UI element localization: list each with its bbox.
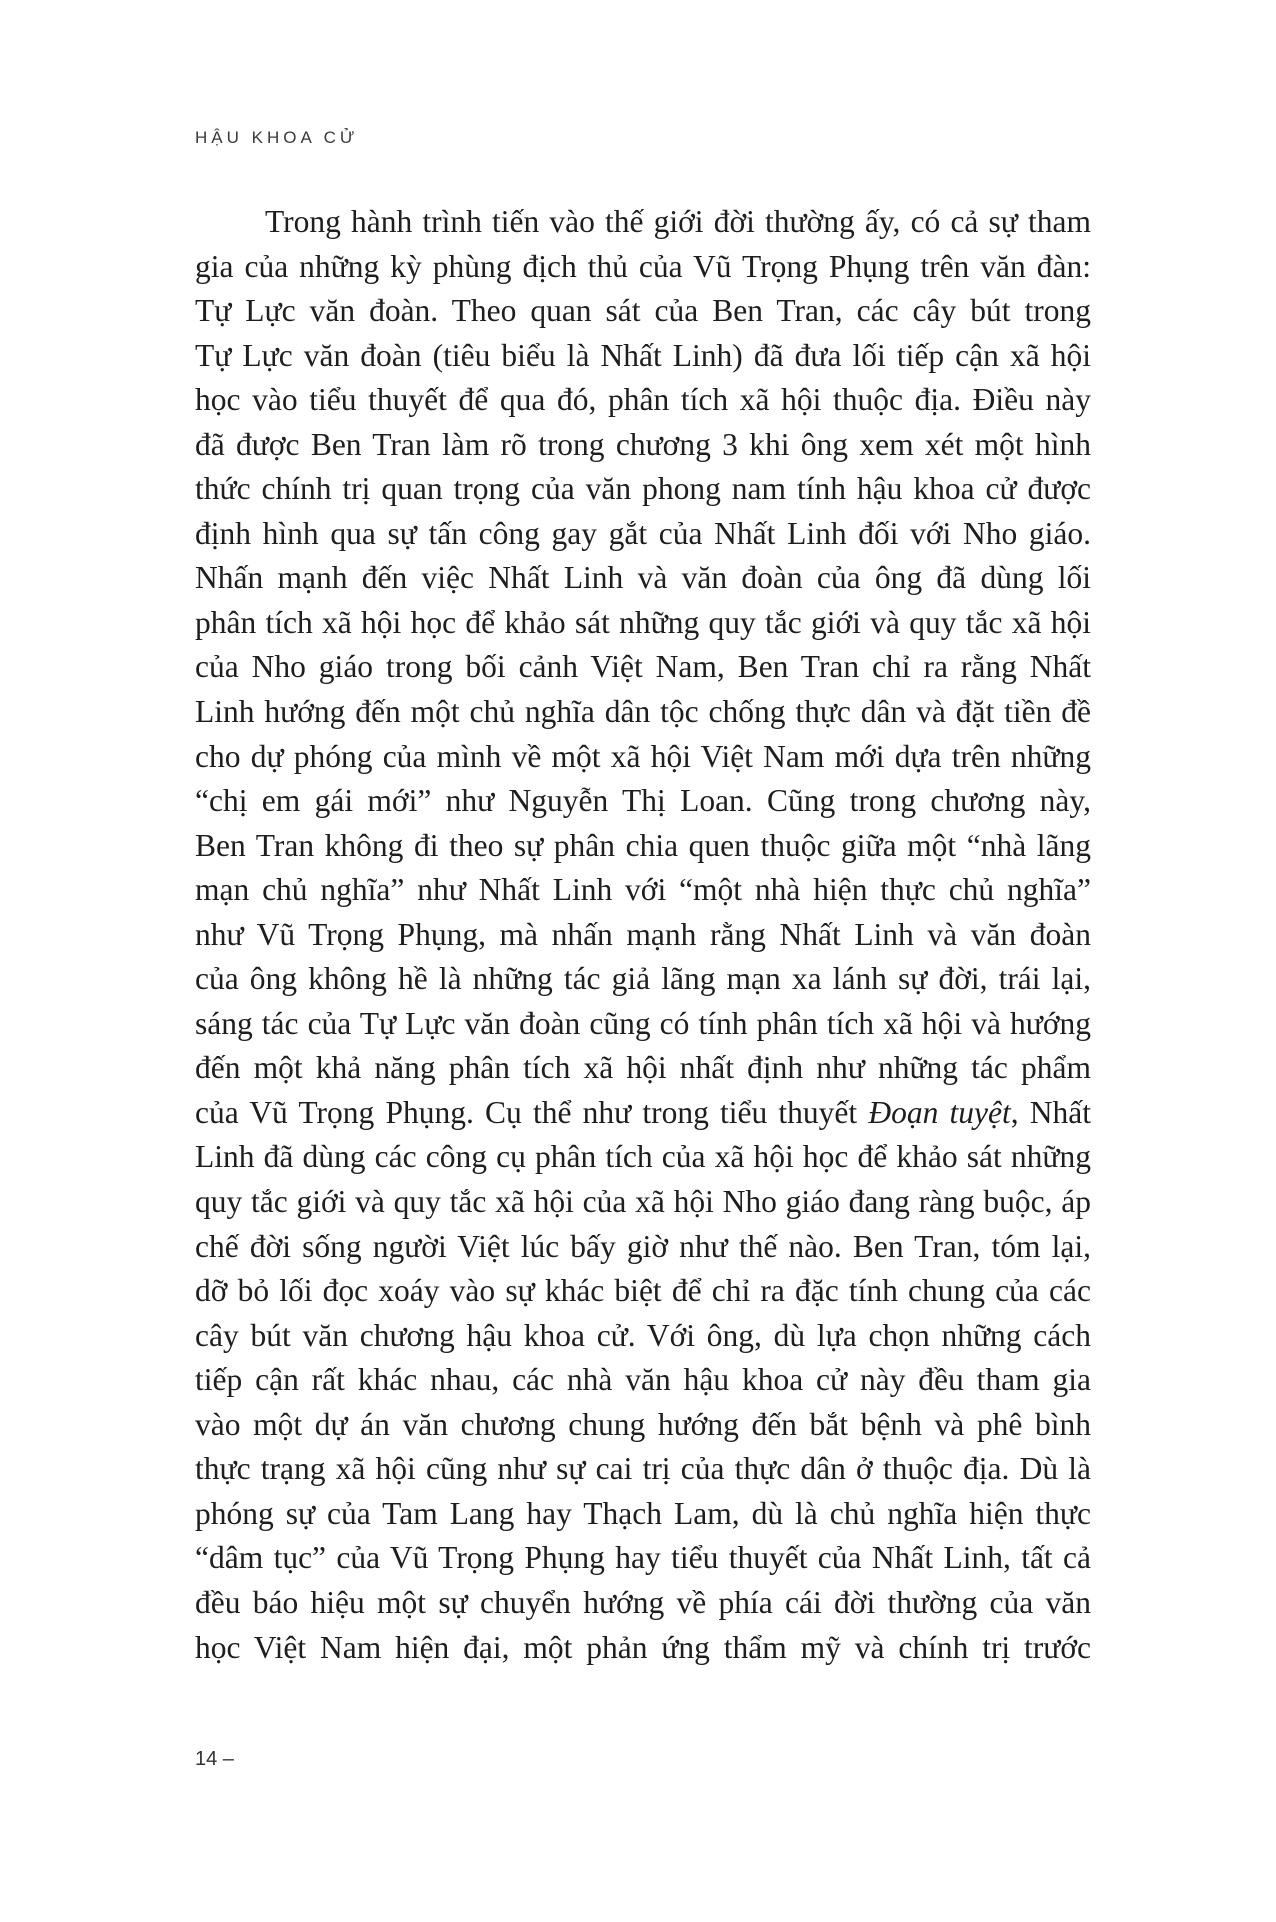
text-line: Trong hành trình tiến vào thế giới đời thường ấy, có cả sự tham (265, 204, 1091, 239)
text-line: Ben Tran không đi theo sự phân chia quen thuộc giữa một “nhà lãng (195, 827, 1091, 863)
text-line: định hình qua sự tấn công gay gắt của Nhất Linh đối với Nho giáo. (195, 515, 1091, 551)
text-line: đã được Ben Tran làm rõ trong chương 3 khi ông xem xét một hình (195, 426, 1091, 462)
text-line: đến một khả năng phân tích xã hội nhất định như những tác phẩm (195, 1050, 1091, 1086)
text-line: phóng sự của Tam Lang hay Thạch Lam, dù là chủ nghĩa hiện thực (195, 1495, 1091, 1531)
text-line: Tự Lực văn đoàn. Theo quan sát của Ben Tran, các cây bút trong (195, 293, 1091, 329)
text-line: Nhấn mạnh đến việc Nhất Linh và văn đoàn của ông đã dùng lối (195, 560, 1091, 596)
text-line: quy tắc giới và quy tắc xã hội của xã hội Nho giáo đang ràng buộc, áp (195, 1184, 1091, 1220)
text-span: của Vũ Trọng Phụng. Cụ thể như trong tiểu thuyết (195, 1094, 869, 1130)
text-line: của ông không hề là những tác giả lãng mạn xa lánh sự đời, trái lại, (195, 961, 1091, 997)
text-line: như Vũ Trọng Phụng, mà nhấn mạnh rằng Nhất Linh và văn đoàn (195, 916, 1091, 952)
text-line: “dâm tục” của Vũ Trọng Phụng hay tiểu thuyết của Nhất Linh, tất cả (195, 1540, 1091, 1576)
text-line: thức chính trị quan trọng của văn phong nam tính hậu khoa cử được (195, 471, 1091, 507)
text-line: vào một dự án văn chương chung hướng đến bắt bệnh và phê bình (195, 1406, 1091, 1442)
text-line: “chị em gái mới” như Nguyễn Thị Loan. Cũng trong chương này, (195, 783, 1091, 819)
text-line: sáng tác của Tự Lực văn đoàn cũng có tính phân tích xã hội và hướng (195, 1005, 1091, 1041)
body-paragraph (195, 200, 1091, 1670)
text-span: , Nhất (1010, 1094, 1091, 1130)
text-line: cây bút văn chương hậu khoa cử. Với ông, dù lựa chọn những cách (195, 1317, 1091, 1353)
running-header: HẬU KHOA CỬ (195, 128, 359, 147)
page-number: 14 – (195, 1748, 234, 1770)
text-line: chế đời sống người Việt lúc bấy giờ như thế nào. Ben Tran, tóm lại, (195, 1228, 1091, 1264)
text-line: cho dự phóng của mình về một xã hội Việt Nam mới dựa trên những (195, 738, 1091, 774)
text-line: gia của những kỳ phùng địch thủ của Vũ Trọng Phụng trên văn đàn: (195, 248, 1091, 284)
text-line: thực trạng xã hội cũng như sự cai trị của thực dân ở thuộc địa. Dù là (195, 1451, 1091, 1487)
text-line: đều báo hiệu một sự chuyển hướng về phía cái đời thường của văn (195, 1584, 1091, 1620)
text-line: học vào tiểu thuyết để qua đó, phân tích xã hội thuộc địa. Điều này (195, 382, 1091, 418)
text-line: phân tích xã hội học để khảo sát những quy tắc giới và quy tắc xã hội (195, 604, 1091, 640)
text-line: Tự Lực văn đoàn (tiêu biểu là Nhất Linh) đã đưa lối tiếp cận xã hội (195, 337, 1091, 373)
text-line-with-title (195, 1091, 1091, 1136)
text-line: dỡ bỏ lối đọc xoáy vào sự khác biệt để chỉ ra đặc tính chung của các (195, 1273, 1091, 1309)
text-line: tiếp cận rất khác nhau, các nhà văn hậu khoa cử này đều tham gia (195, 1362, 1091, 1398)
text-line: Linh hướng đến một chủ nghĩa dân tộc chống thực dân và đặt tiền đề (195, 694, 1091, 730)
text-line: mạn chủ nghĩa” như Nhất Linh với “một nhà hiện thực chủ nghĩa” (195, 872, 1091, 908)
text-line: Linh đã dùng các công cụ phân tích của xã hội học để khảo sát những (195, 1139, 1091, 1175)
text-line: học Việt Nam hiện đại, một phản ứng thẩm mỹ và chính trị trước (195, 1629, 1091, 1665)
book-title: Đoạn tuyệt (868, 1094, 1011, 1130)
text-line: của Nho giáo trong bối cảnh Việt Nam, Ben Tran chỉ ra rằng Nhất (195, 649, 1091, 685)
